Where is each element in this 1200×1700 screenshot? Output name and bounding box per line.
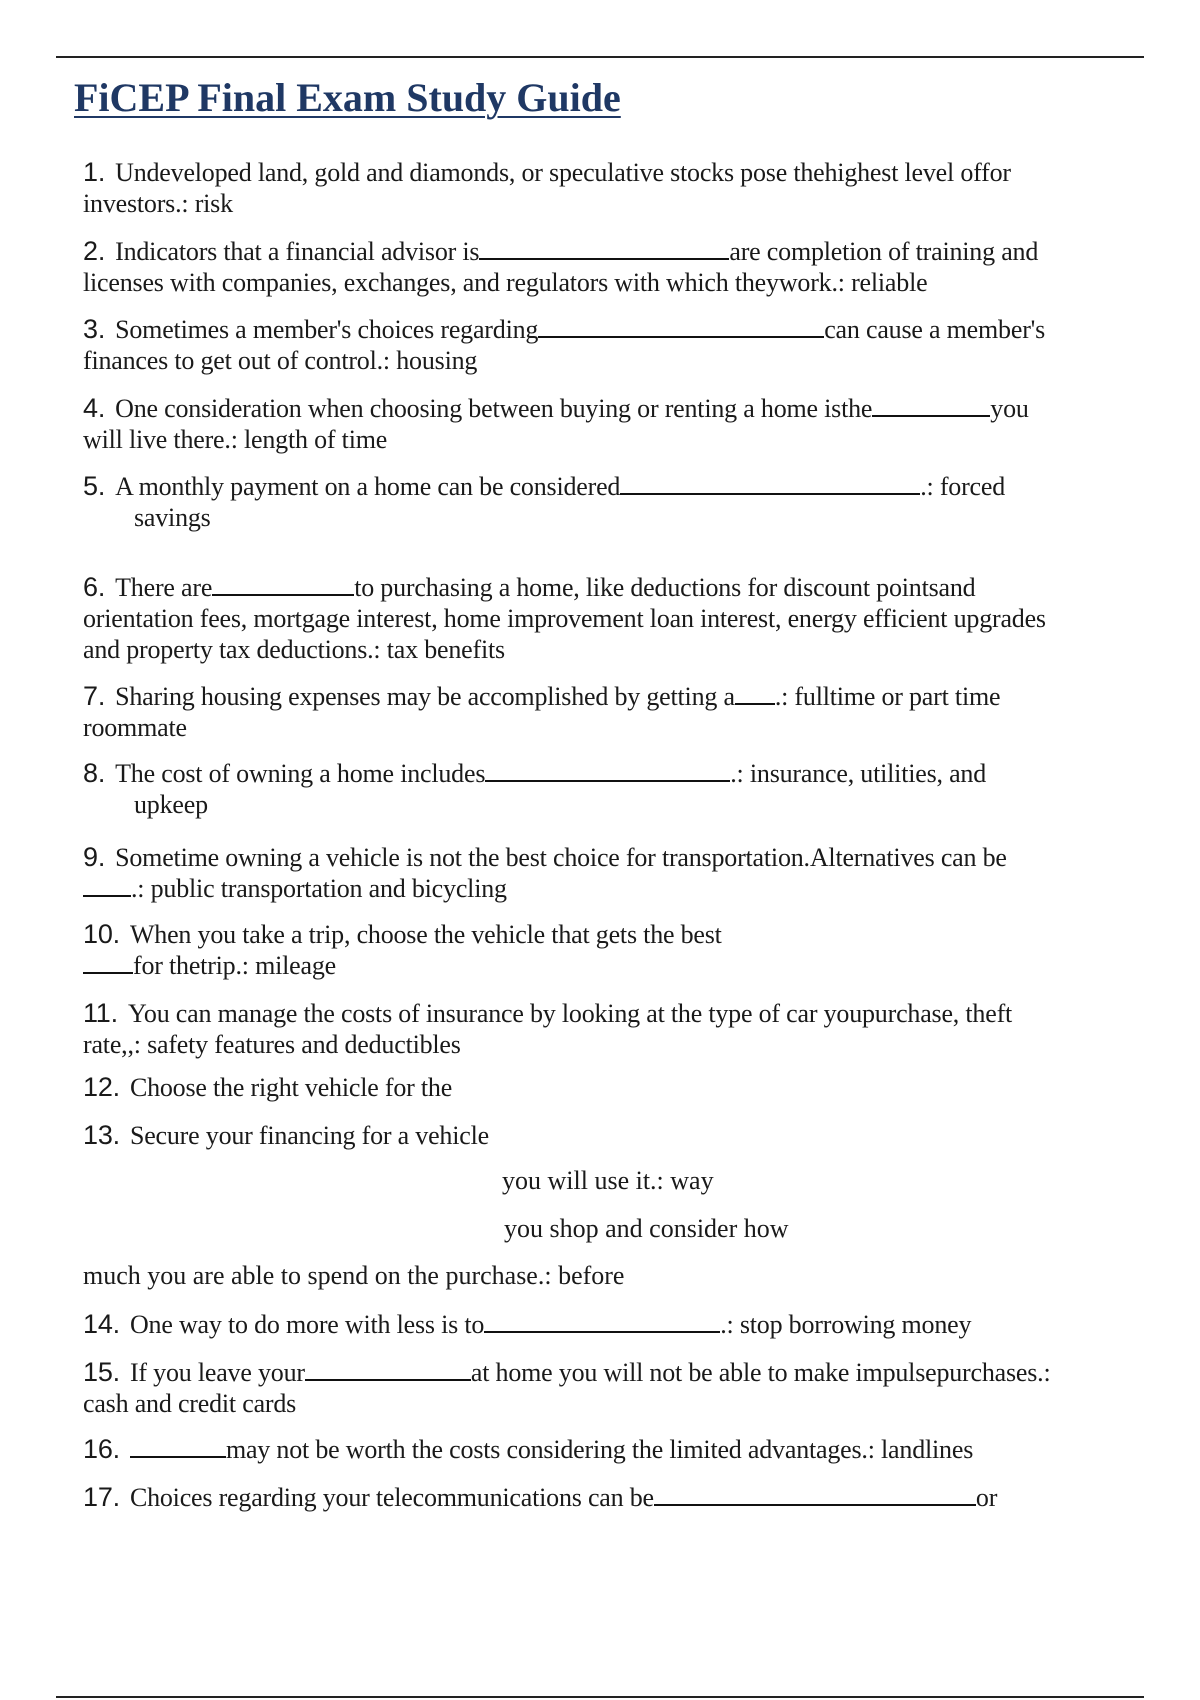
fragment-way: you will use it.: way xyxy=(502,1166,714,1195)
answer-blank xyxy=(305,1357,471,1381)
question-7: 7. Sharing housing expenses may be accomplished by getting a .: fulltime or part time roommate xyxy=(83,681,1001,742)
question-10: 10. When you take a trip, choose the vehicle that gets the best for thetrip.: mileage xyxy=(83,919,722,980)
answer-blank xyxy=(83,873,131,897)
question-11: 11. You can manage the costs of insurance by looking at the type of car youpurchase, theft rate,,: safety features and deductibles xyxy=(83,998,1013,1059)
answer-blank xyxy=(485,758,730,782)
question-1: 1. Undeveloped land, gold and diamonds, or speculative stocks pose thehighest level offor investors.: risk xyxy=(83,157,1011,218)
answer-blank xyxy=(212,572,354,596)
question-14: 14. One way to do more with less is to .: stop borrowing money xyxy=(83,1309,972,1339)
answer-blank xyxy=(654,1482,976,1506)
answer-blank xyxy=(130,1434,226,1458)
question-8: 8. The cost of owning a home includes .: insurance, utilities, and upkeep xyxy=(83,758,987,819)
question-13: 13. Secure your financing for a vehicle xyxy=(83,1120,489,1150)
question-6: 6. There are to purchasing a home, like deductions for discount pointsand orientation fees, mortgage interest, home improvement loan interest, energy efficient upgrades and property tax deductions.: tax benefits xyxy=(83,572,1046,664)
question-12: 12. Choose the right vehicle for the xyxy=(83,1072,453,1102)
answer-blank xyxy=(83,950,133,974)
question-5: 5. A monthly payment on a home can be considered .: forced savings xyxy=(83,471,1006,532)
question-16: 16. may not be worth the costs considering the limited advantages.: landlines xyxy=(83,1434,974,1464)
question-3: 3. Sometimes a member's choices regarding can cause a member's finances to get out of control.: housing xyxy=(83,314,1046,375)
question-15: 15. If you leave your at home you will not be able to make impulsepurchases.: cash and credit cards xyxy=(83,1357,1051,1418)
answer-blank xyxy=(538,314,824,338)
answer-blank xyxy=(479,236,729,260)
top-rule xyxy=(56,56,1144,58)
bottom-rule xyxy=(56,1696,1144,1698)
question-17: 17. Choices regarding your telecommunications can be or xyxy=(83,1482,998,1512)
answer-blank xyxy=(872,393,990,417)
question-4: 4. One consideration when choosing between buying or renting a home isthe you will live there.: length of time xyxy=(83,393,1029,454)
fragment-shop: you shop and consider how xyxy=(504,1214,789,1243)
answer-blank xyxy=(735,681,775,705)
answer-blank xyxy=(620,471,920,495)
page-title: FiCEP Final Exam Study Guide xyxy=(74,75,621,120)
answer-blank xyxy=(484,1309,720,1333)
question-2: 2. Indicators that a financial advisor is are completion of training and licenses with companies, exchanges, and regulators with which theywork.: reliable xyxy=(83,236,1039,297)
question-9: 9. Sometime owning a vehicle is not the best choice for transportation.Alternatives can be .: public transportation and bicycling xyxy=(83,842,1007,903)
fragment-before: much you are able to spend on the purchase.: before xyxy=(83,1261,625,1290)
